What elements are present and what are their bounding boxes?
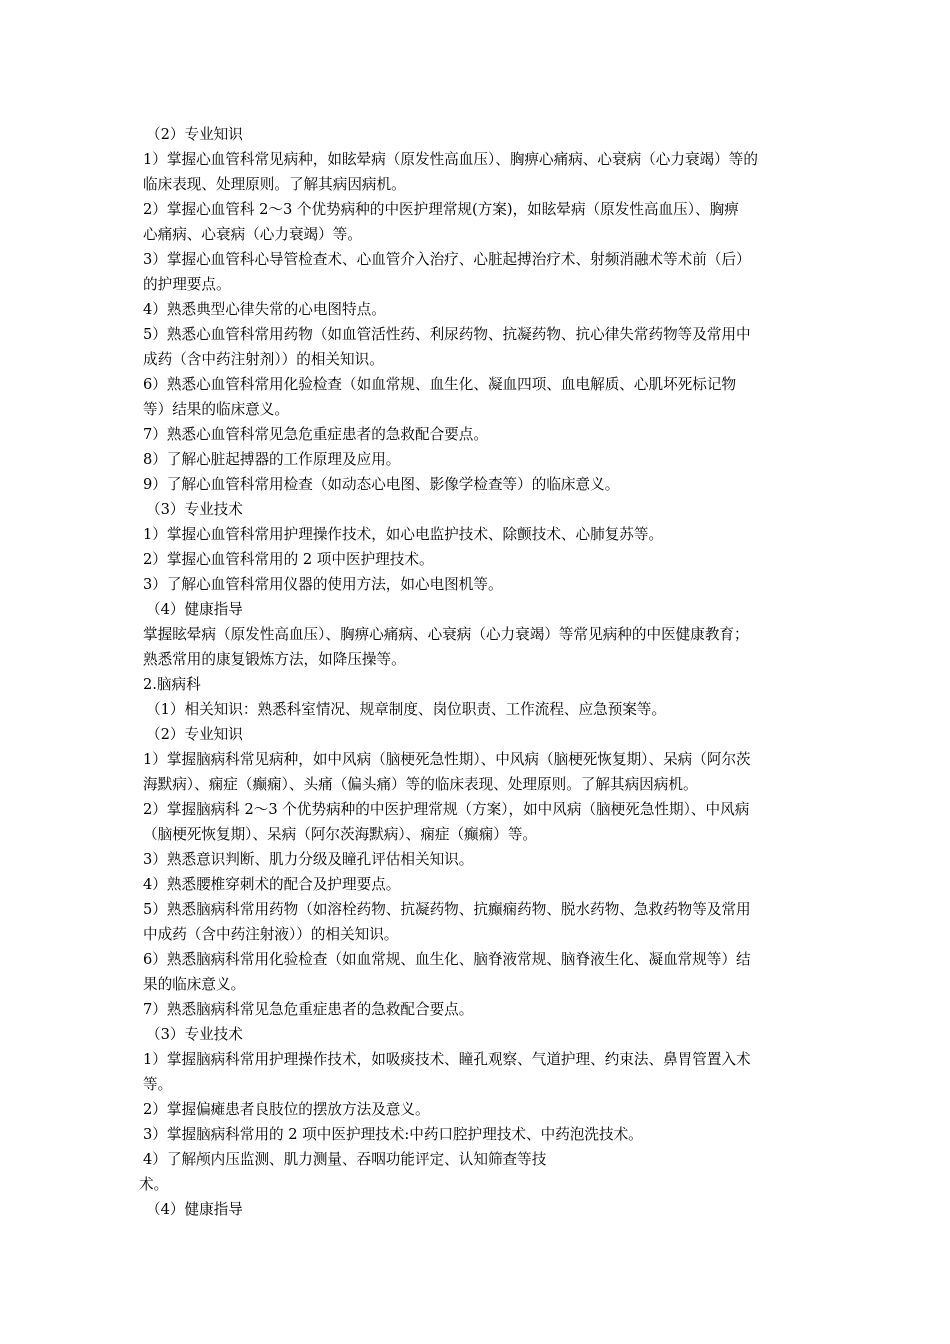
text-line: 4）熟悉腰椎穿刺术的配合及护理要点。 [143, 876, 401, 893]
text-line: 2）掌握偏瘫患者良肢位的摆放方法及意义。 [143, 1101, 430, 1118]
subheading-professional-skills: （3）专业技术 [146, 1026, 243, 1043]
text-line: 5）熟悉脑病科常用药物（如溶栓药物、抗凝药物、抗癫痫药物、脱水药物、急救药物等及常用 [143, 901, 751, 918]
text-line: 4）了解颅内压监测、肌力测量、吞咽功能评定、认知筛查等技 [143, 1151, 547, 1168]
text-line: 5）熟悉心血管科常用药物（如血管活性药、利尿药物、抗凝药物、抗心律失常药物等及常用中 [143, 326, 751, 343]
text-line: 2）掌握心血管科 2～3 个优势病种的中医护理常规(方案)，如眩晕病（原发性高血压）、胸痹 [143, 201, 739, 218]
text-line: 心痛病、心衰病（心力衰竭）等。 [143, 226, 362, 243]
text-line: 3）了解心血管科常用仪器的使用方法，如心电图机等。 [143, 576, 503, 593]
text-line: 等。 [143, 1076, 173, 1093]
text-line: 果的临床意义。 [143, 976, 246, 993]
text-line: 术。 [139, 1176, 169, 1193]
text-line: 1）掌握心血管科常用护理操作技术，如心电监护技术、除颤技术、心肺复苏等。 [143, 526, 664, 543]
text-line: 3）掌握脑病科常用的 2 项中医护理技术:中药口腔护理技术、中药泡洗技术。 [143, 1126, 643, 1143]
document-body [139, 122, 808, 1222]
section-heading-neurology: 2.脑病科 [143, 676, 201, 693]
text-line: 等）结果的临床意义。 [143, 401, 289, 418]
text-line: 3）掌握心血管科心导管检查术、心血管介入治疗、心脏起搏治疗术、射频消融术等术前（后） [143, 251, 751, 268]
text-line: 8）了解心脏起搏器的工作原理及应用。 [143, 451, 401, 468]
text-line: 2）掌握脑病科 2～3 个优势病种的中医护理常规（方案），如中风病（脑梗死急性期）、中风病 [143, 801, 750, 818]
text-line: 2）掌握心血管科常用的 2 项中医护理技术。 [143, 551, 434, 568]
text-line: 1）掌握脑病科常用护理操作技术，如吸痰技术、瞳孔观察、气道护理、约束法、鼻胃管置入术 [143, 1051, 751, 1068]
subheading-professional-knowledge: （2）专业知识 [146, 726, 243, 743]
text-line: 掌握眩晕病（原发性高血压）、胸痹心痛病、心衰病（心力衰竭）等常见病种的中医健康教育； [143, 626, 749, 643]
text-line: 6）熟悉心血管科常用化验检查（如血常规、血生化、凝血四项、血电解质、心肌坏死标记物 [143, 376, 737, 393]
subheading-professional-skills: （3）专业技术 [146, 501, 243, 518]
text-line: 中成药（含中药注射液））的相关知识。 [143, 926, 399, 943]
text-line: 6）熟悉脑病科常用化验检查（如血常规、血生化、脑脊液常规、脑脊液生化、凝血常规等）结 [143, 951, 751, 968]
text-line: 海默病）、痫症（癫痫）、头痛（偏头痛）等的临床表现、处理原则。了解其病因病机。 [143, 776, 698, 793]
subheading-professional-knowledge: （2）专业知识 [146, 126, 243, 143]
text-line: 3）熟悉意识判断、肌力分级及瞳孔评估相关知识。 [143, 851, 474, 868]
subheading-health-guidance: （4）健康指导 [146, 1201, 243, 1218]
text-line: 临床表现、处理原则。了解其病因病机。 [143, 176, 406, 193]
subheading-related-knowledge: （1）相关知识：熟悉科室情况、规章制度、岗位职责、工作流程、应急预案等。 [146, 701, 667, 718]
text-line: 成药（含中药注射剂））的相关知识。 [143, 351, 384, 368]
text-line: 9）了解心血管科常用检查（如动态心电图、影像学检查等）的临床意义。 [143, 476, 620, 493]
text-line: （脑梗死恢复期）、呆病（阿尔茨海默病）、痫症（癫痫）等。 [143, 826, 538, 843]
subheading-health-guidance: （4）健康指导 [146, 601, 243, 618]
text-line: 7）熟悉脑病科常见急危重症患者的急救配合要点。 [143, 1001, 474, 1018]
text-line: 的护理要点。 [143, 276, 231, 293]
text-line: 1）掌握心血管科常见病种，如眩晕病（原发性高血压）、胸痹心痛病、心衰病（心力衰竭）等的 [143, 151, 758, 168]
text-line: 4）熟悉典型心律失常的心电图特点。 [143, 301, 386, 318]
text-line: 7）熟悉心血管科常见急危重症患者的急救配合要点。 [143, 426, 488, 443]
text-line: 熟悉常用的康复锻炼方法，如降压操等。 [143, 651, 406, 668]
text-line: 1）掌握脑病科常见病种，如中风病（脑梗死急性期）、中风病（脑梗死恢复期）、呆病（阿尔茨 [143, 751, 751, 768]
